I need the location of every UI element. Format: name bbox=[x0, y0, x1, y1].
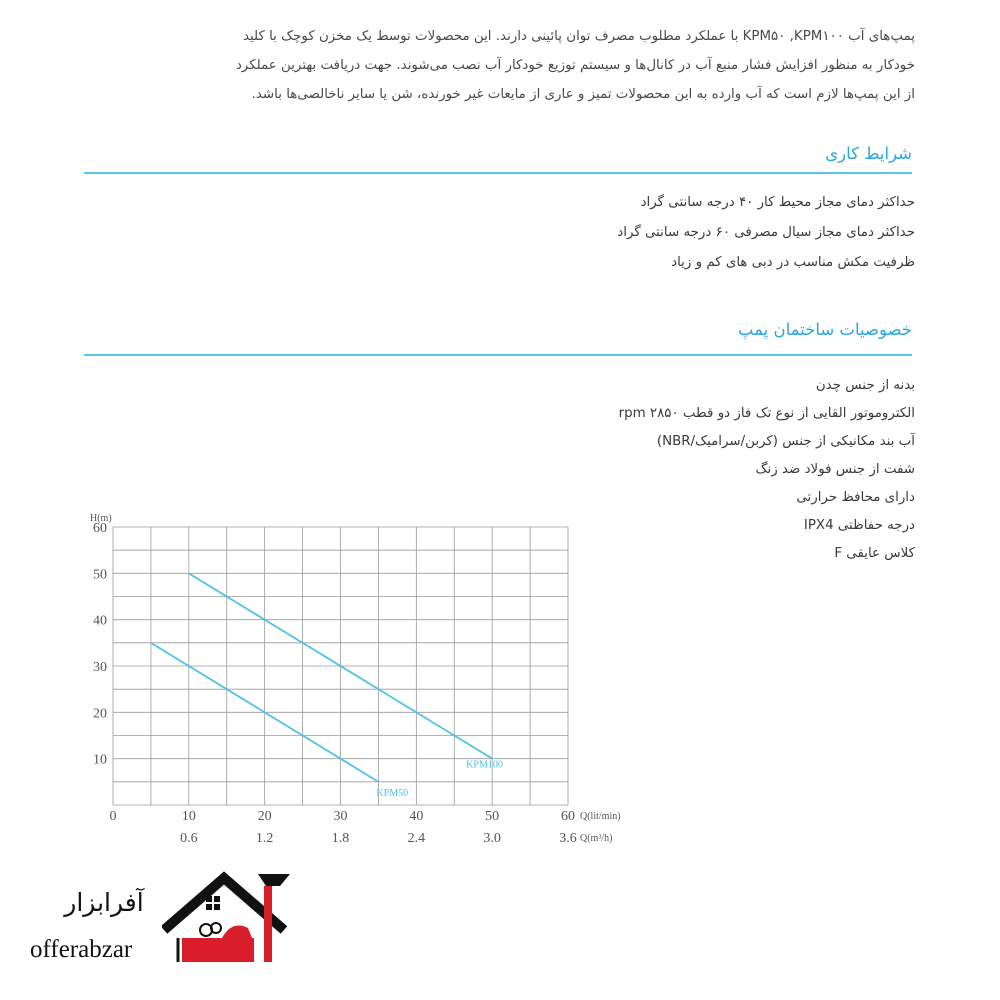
y-tick-label: 50 bbox=[93, 567, 107, 583]
x2-tick-label: 1.2 bbox=[255, 831, 274, 846]
list-item: بدنه از جنس چدن bbox=[815, 378, 915, 393]
intro-line: پمپ‌های آب KPM۵۰ ,KPM۱۰۰ با عملکرد مطلوب مصرف توان پائینی دارند. این محصولات توسط یک مخزن کوچک با کلید bbox=[242, 29, 915, 44]
y-tick-label: 20 bbox=[93, 706, 107, 722]
y-tick-label: 40 bbox=[93, 613, 107, 629]
series-label: KPM100 bbox=[466, 759, 503, 771]
list-item: درجه حفاظتی IPX4 bbox=[803, 518, 915, 533]
list-item: دارای محافظ حرارتی bbox=[796, 490, 915, 505]
x-tick-label: 30 bbox=[333, 809, 348, 824]
x2-tick-label: 3.6 bbox=[559, 831, 577, 846]
list-item: شفت از جنس فولاد ضد زنگ bbox=[755, 462, 915, 477]
x2-axis-label: Q(m³/h) bbox=[580, 833, 613, 844]
x-tick-label: 0 bbox=[109, 809, 117, 824]
x2-tick-label: 1.8 bbox=[331, 831, 350, 846]
house-tool-logo-icon bbox=[162, 868, 294, 968]
intro-line: خودکار به منظور افزایش فشار منبع آب در کانال‌ها و سیستم توزیع خودکار آب نصب می‌شوند. جهت دریافت بهترین عملکرد bbox=[235, 58, 915, 73]
list-item: ظرفیت مکش مناسب در دبی های کم و زیاد bbox=[671, 255, 915, 270]
chart-ticks bbox=[93, 521, 577, 846]
list-item: آب بند مکانیکی از جنس (کربن/سرامیک/NBR) bbox=[656, 434, 915, 449]
y-axis-label: H(m) bbox=[90, 513, 112, 524]
intro-line: از این پمپ‌ها لازم است که آب وارده به این محصولات تمیز و عاری از مایعات غیر خورنده، شن یا سایر ناخالصی‌ها باشد. bbox=[251, 87, 915, 102]
x-tick-label: 60 bbox=[561, 809, 575, 824]
y-tick-label: 60 bbox=[93, 521, 107, 536]
list-item: کلاس عایقی F bbox=[834, 546, 915, 561]
list-item: حداکثر دمای مجاز سیال مصرفی ۶۰ درجه سانتی گراد bbox=[617, 225, 915, 240]
construction-title: خصوصیات ساختمان پمپ bbox=[737, 320, 912, 339]
x2-tick-label: 0.6 bbox=[180, 831, 198, 846]
working-conditions-title: شرایط کاری bbox=[825, 144, 912, 163]
x-tick-label: 50 bbox=[485, 809, 500, 824]
x2-tick-label: 2.4 bbox=[407, 831, 426, 846]
list-item: الکتروموتور القایی از نوع تک فاز دو قطب rpm ۲۸۵۰ bbox=[618, 406, 915, 421]
y-tick-label: 30 bbox=[93, 660, 107, 675]
brand-name-en: offerabzar bbox=[30, 936, 133, 963]
x-tick-label: 10 bbox=[181, 809, 196, 824]
chart-series bbox=[151, 573, 503, 799]
list-item: حداکثر دمای مجاز محیط کار ۴۰ درجه سانتی گراد bbox=[640, 195, 915, 210]
x-tick-label: 20 bbox=[257, 809, 272, 824]
x2-tick-label: 3.0 bbox=[483, 831, 501, 846]
y-tick-label: 10 bbox=[93, 752, 107, 768]
x-tick-label: 40 bbox=[409, 809, 424, 824]
series-label: KPM50 bbox=[376, 787, 409, 799]
x-axis-label: Q(lit/min) bbox=[580, 811, 621, 822]
brand-name-fa: آفرابزار bbox=[64, 888, 144, 917]
